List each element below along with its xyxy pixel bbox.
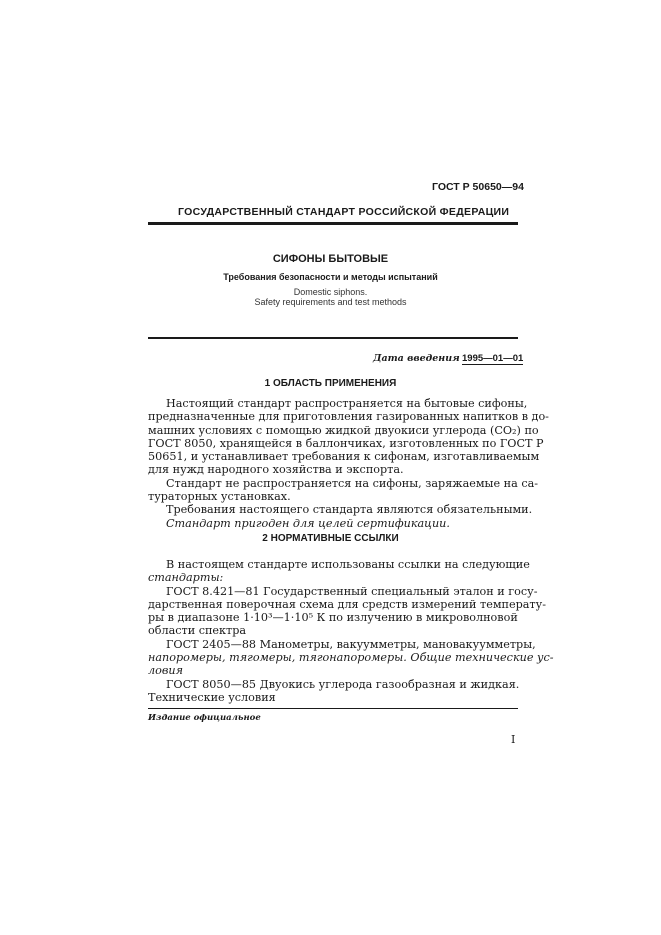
organization-title: ГОСУДАРСТВЕННЫЙ СТАНДАРТ РОССИЙСКОЙ ФЕДЕРАЦИИ [178,206,510,218]
standard-code: ГОСТ Р 50650—94 [432,181,524,193]
paragraph-line: ГОСТ 2405—88 Манометры, вакуумметры, мановакуумметры, [166,637,536,651]
intro-date-value: 1995—01—01 [462,353,524,364]
document-title: СИФОНЫ БЫТОВЫЕ [272,253,389,265]
paragraph-line: В настоящем стандарте использованы ссылки на следующие [166,558,530,571]
paragraph-line: ГОСТ 8.421—81 Государственный специальный эталон и госу- [166,584,538,598]
paragraph-line: области спектра [148,624,247,638]
paragraph-line: Технические условия [148,690,276,704]
paragraph-line: Требования настоящего стандарта являются обязательными. [166,503,533,517]
paragraph-line: Стандарт пригоден для целей сертификации. [166,516,450,530]
paragraph-line: ГОСТ 8050—85 Двуокись углерода газообразная и жидкая. [166,677,520,691]
intro-date-label: Дата введения [373,353,460,364]
section-2-heading: 2 НОРМАТИВНЫЕ ССЫЛКИ [262,533,399,544]
section-1-body [148,397,549,530]
paragraph-line: Стандарт не распространяется на сифоны, заряжаемые на са- [166,476,539,490]
paragraph-line: ГОСТ 8050, хранящейся в баллончиках, изготовленных по ГОСТ Р [148,436,544,450]
paragraph-line: ловия [148,664,183,678]
footer-rule [148,708,518,709]
english-title-line-2: Safety requirements and test methods [254,297,407,307]
section-1-heading: 1 ОБЛАСТЬ ПРИМЕНЕНИЯ [264,378,397,389]
paragraph-line: Настоящий стандарт распространяется на бытовые сифоны, [166,397,528,410]
paragraph-line: тураторных установках. [148,490,291,504]
paragraph-line: напоромеры, тягомеры, тягонапоромеры. Общие технические ус- [148,651,554,665]
paragraph-line: для нужд народного хозяйства и экспорта. [148,463,404,477]
paragraph-line: машних условиях с помощью жидкой двуокиси углерода (CO₂) по [148,423,539,437]
document-subtitle: Требования безопасности и методы испытаний [223,272,438,282]
paragraph-line: ры в диапазоне 1·10³—1·10⁵ К по излучению в микроволновой [148,611,518,625]
paragraph-line: стандарты: [148,571,224,585]
edition-note: Издание официальное [148,713,261,723]
header-rule [148,222,518,225]
paragraph-line: 50651, и устанавливает требования к сифонам, изготавливаемым [148,450,540,464]
paragraph-line: предназначенные для приготовления газированных напитков в до- [148,410,549,424]
section-2-body [148,558,554,704]
title-rule [148,337,518,339]
paragraph-line: дарственная поверочная схема для средств измерений температу- [148,597,546,611]
english-title-line-1: Domestic siphons. [293,287,368,297]
page-number: I [511,733,516,746]
